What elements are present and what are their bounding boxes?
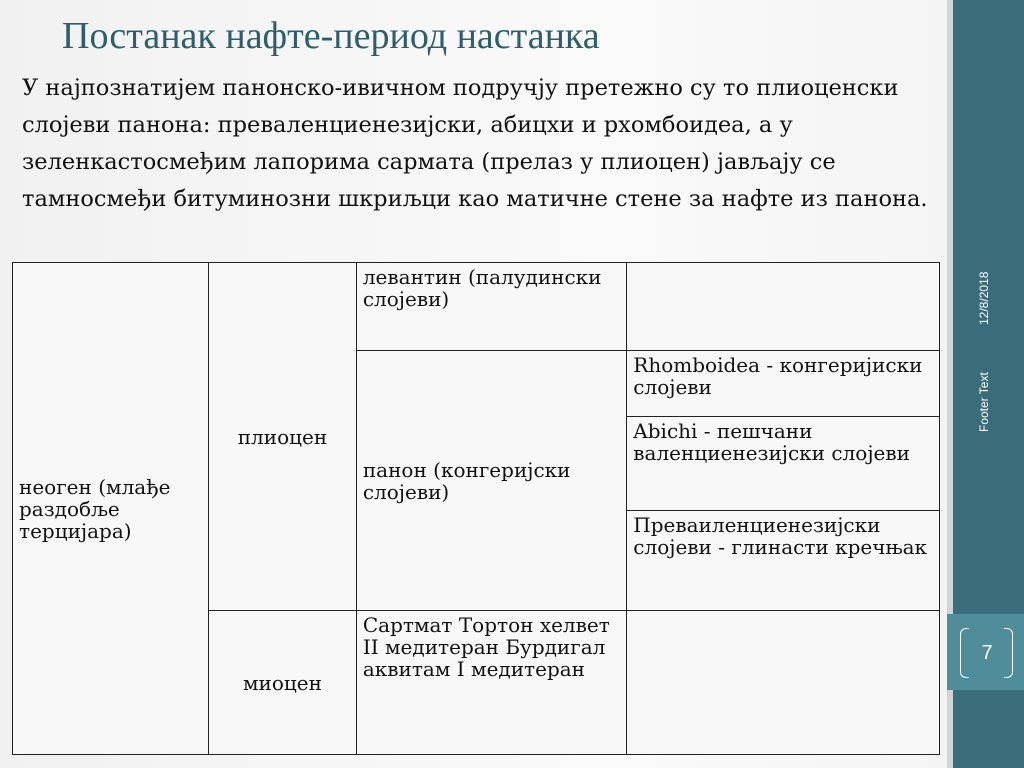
stage-miocene-list-cell: Сартмат Тортон хелвет II медитеран Бурдигал аквитам I медитеран xyxy=(356,611,626,755)
stage-levantine-cell: левантин (палудински слојеви) xyxy=(356,263,626,351)
epoch-miocene-cell: миоцен xyxy=(209,611,357,755)
body-paragraph: У најпознатијем панонско-ивичном подручју претежно су то плиоценски слојеви панона: преваленциенезијски, абицхи и рхомбоидеа, а у зеленкастосмеђим лапорима сармата (прелаз у плиоцен) јављају се тамносмеђи битуминозни шкриљци као матичне стене за нафте из панона. xyxy=(22,75,928,212)
layer-empty-cell xyxy=(627,611,940,755)
right-brace-icon xyxy=(1004,628,1013,678)
slide-footer: Footer Text xyxy=(977,372,991,432)
layer-prevalenciennesi-cell: Превaиленциенезијски слојеви - глинасти кречњак xyxy=(627,511,940,611)
stage-pannonian-cell: панон (конгеријски слојеви) xyxy=(356,351,626,611)
slide-title: Постанак нафте-период настанка xyxy=(62,15,600,57)
layer-abichi-cell: Abichi - пешчани валенциенезијски слојеви xyxy=(627,417,940,511)
left-brace-icon xyxy=(960,628,969,678)
layer-empty-cell xyxy=(627,263,940,351)
page-number: 7 xyxy=(981,642,993,664)
layer-rhomboidea-cell: Rhomboidea - конгеријиски слојеви xyxy=(627,351,940,417)
epoch-pliocene-cell: плиоцен xyxy=(209,263,357,611)
stratigraphy-table xyxy=(12,262,940,755)
era-cell: неоген (млађе раздобље терцијара) xyxy=(13,263,209,755)
slide-date: 12/8/2018 xyxy=(977,271,991,325)
